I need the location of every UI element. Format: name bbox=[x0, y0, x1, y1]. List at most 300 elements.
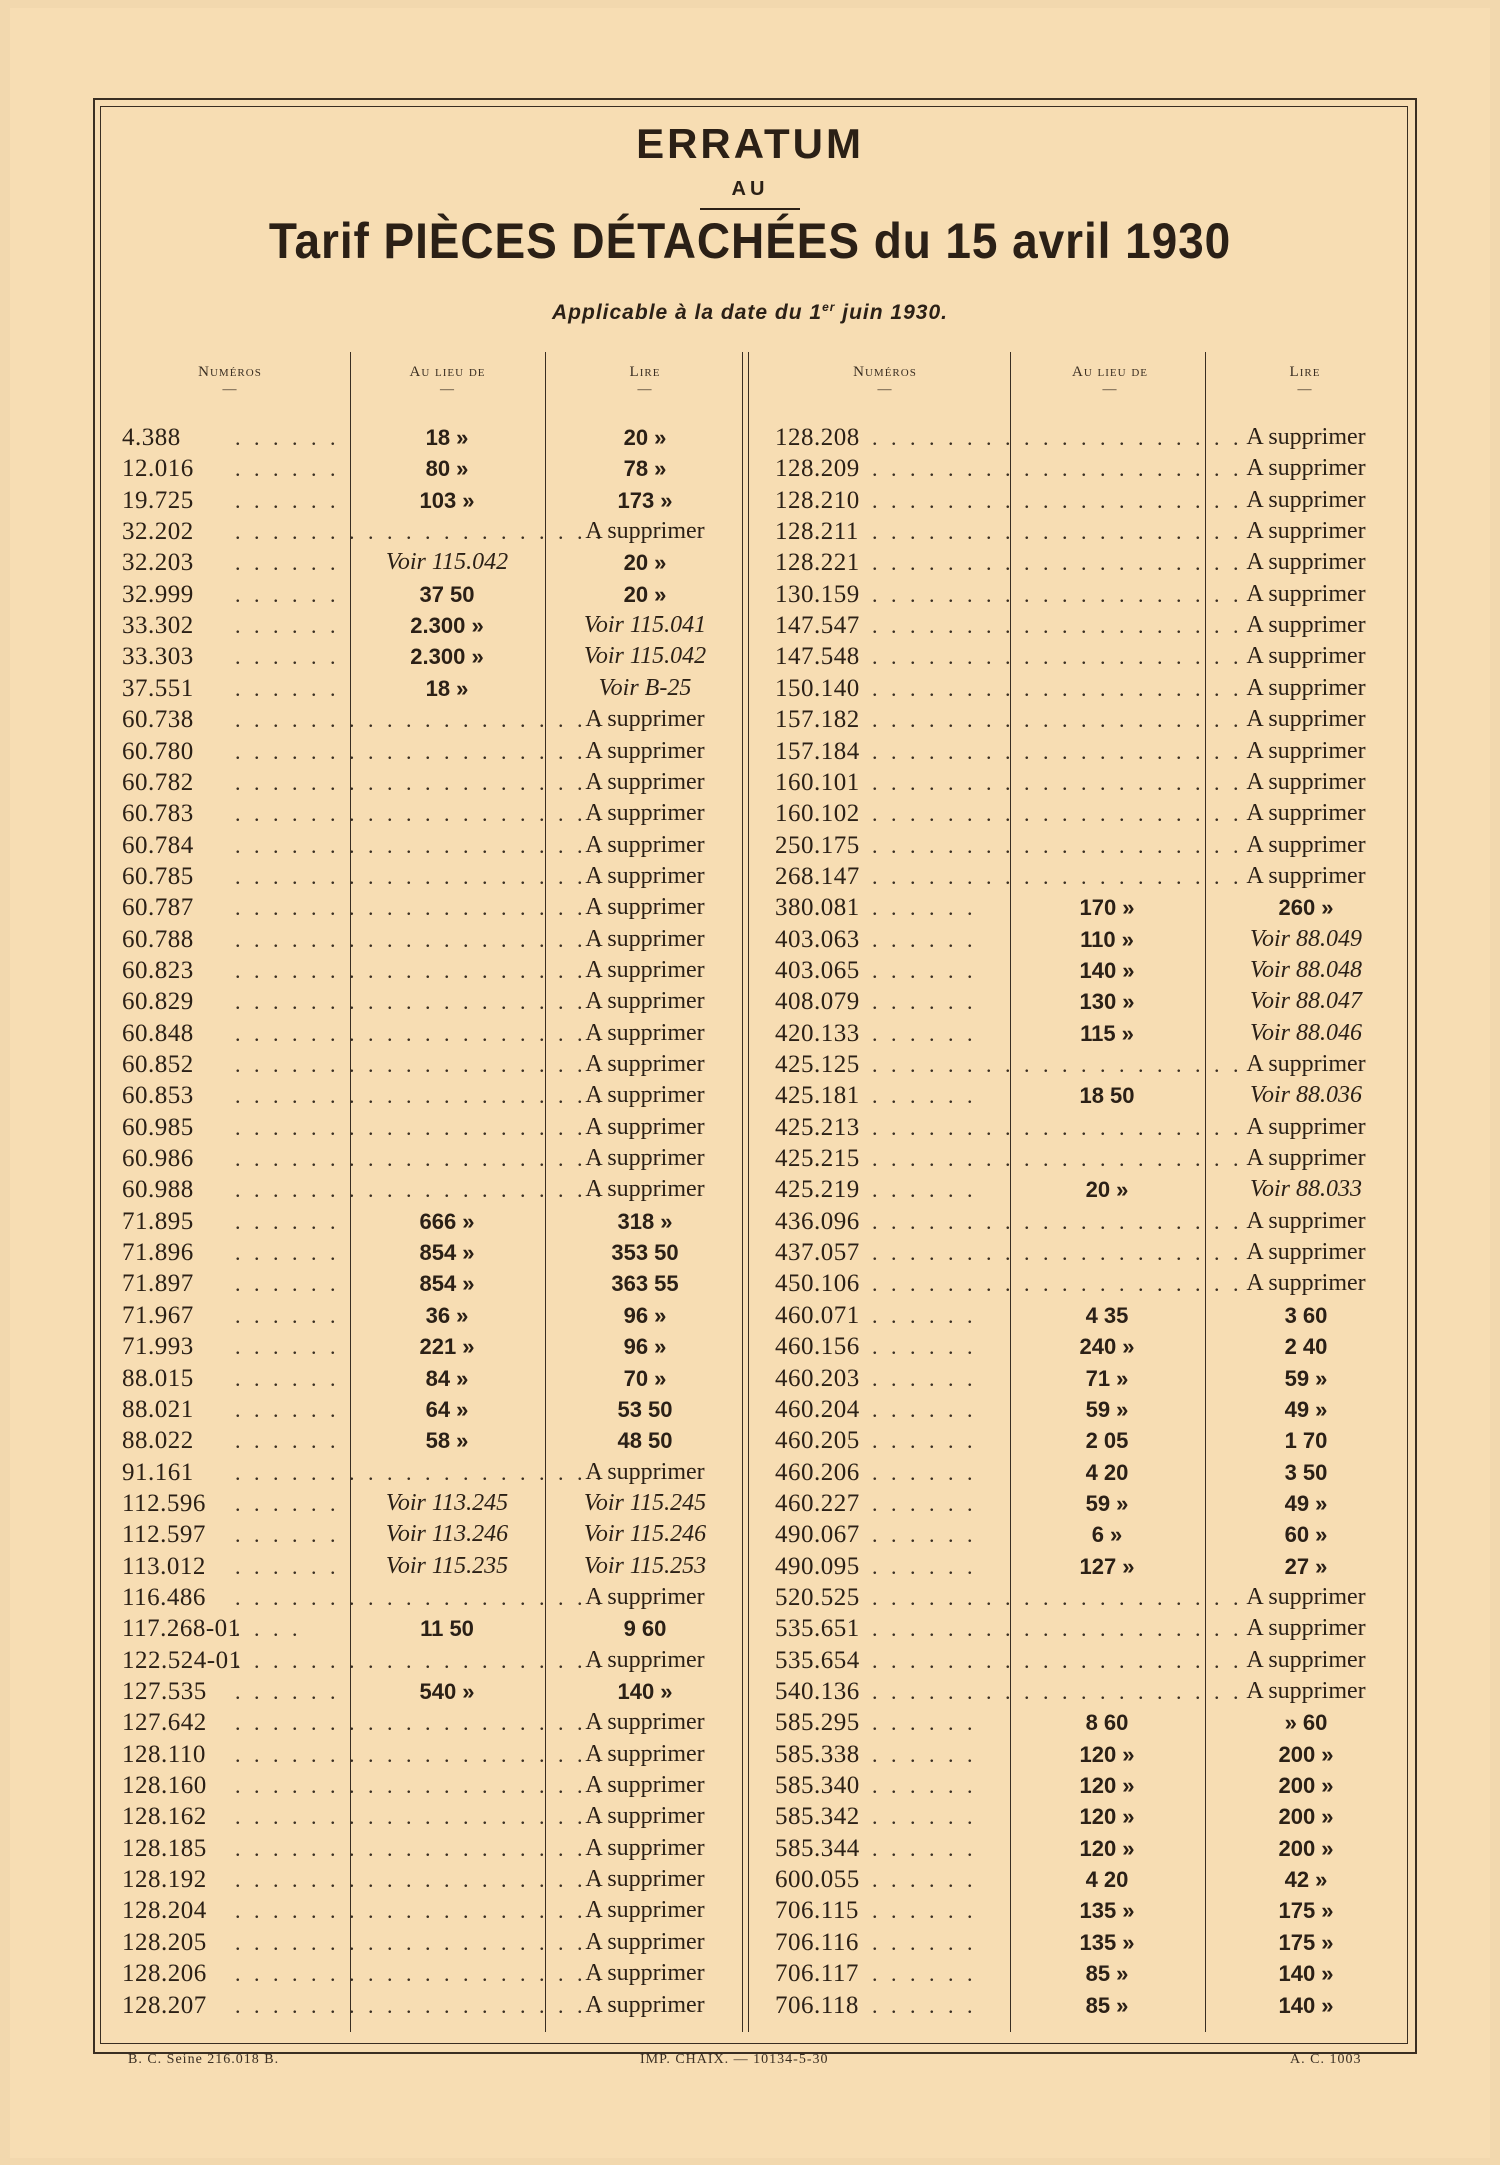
lire-value: A supprimer bbox=[1246, 737, 1366, 764]
part-number: 160.101 bbox=[775, 768, 860, 796]
header-label: Lire bbox=[629, 364, 661, 380]
au-lieu-de-value: Voir 113.246 bbox=[385, 1521, 509, 1548]
part-number: 490.067 bbox=[775, 1521, 860, 1549]
lire-value: A supprimer bbox=[1246, 706, 1366, 733]
dot-leader: . . . . . . . . . . . . . . . . . . . . bbox=[872, 644, 1243, 670]
lire-value: A supprimer bbox=[1246, 612, 1366, 639]
table-row bbox=[0, 485, 1500, 516]
lire-value: 200 » bbox=[1278, 1773, 1334, 1799]
part-number: 157.182 bbox=[775, 706, 860, 734]
au-lieu-de-value: 58 » bbox=[425, 1428, 469, 1454]
dot-leader: . . . . . . bbox=[872, 1961, 977, 1987]
lire-value: A supprimer bbox=[1246, 455, 1366, 482]
header-au-lieu-de-right bbox=[1010, 364, 1210, 397]
lire-value: A supprimer bbox=[1246, 1113, 1366, 1140]
footer-center: IMP. CHAIX. — 10134-5-30 bbox=[640, 2052, 829, 2067]
part-number: 403.063 bbox=[775, 925, 860, 953]
lire-value: 49 » bbox=[1284, 1490, 1328, 1516]
table-row bbox=[0, 1519, 1500, 1550]
title-rule bbox=[700, 208, 800, 210]
lire-value: 42 » bbox=[1284, 1867, 1328, 1893]
dot-leader: . . . . . . . . . . . . . . . . . . . . bbox=[235, 1710, 606, 1736]
au-lieu-de-value: 135 » bbox=[1079, 1898, 1135, 1924]
dot-leader: . . . . . . bbox=[872, 1396, 977, 1422]
au-lieu-de-value: 127 » bbox=[1079, 1553, 1135, 1579]
dot-leader: . . . . . . bbox=[872, 1177, 977, 1203]
table-row bbox=[0, 1582, 1500, 1613]
lire-value: A supprimer bbox=[585, 1897, 705, 1924]
au-lieu-de-value: 854 » bbox=[419, 1240, 475, 1266]
dot-leader: . . . . . . bbox=[872, 1522, 977, 1548]
part-number: 113.012 bbox=[122, 1552, 206, 1580]
au-lieu-de-value: 59 » bbox=[1085, 1396, 1129, 1422]
lire-value: A supprimer bbox=[585, 1646, 705, 1673]
dot-leader: . . . . . . . . . . . . . . . . . . . . bbox=[872, 675, 1243, 701]
dot-leader: . . . . . . bbox=[872, 1992, 977, 2018]
au-lieu-de-value: 18 » bbox=[425, 425, 469, 450]
dot-leader: . . . . . . . . . . . . . . . . . . . . bbox=[872, 550, 1243, 576]
dot-leader: . . . . . . . . . . . . . . . . . . . . bbox=[235, 1898, 606, 1924]
part-number: 60.988 bbox=[122, 1176, 194, 1204]
lire-value: 9 60 bbox=[623, 1616, 667, 1642]
part-number: 60.785 bbox=[122, 862, 194, 890]
table-row bbox=[0, 1895, 1500, 1926]
part-number: 60.738 bbox=[122, 706, 194, 734]
lire-value: A supprimer bbox=[585, 925, 705, 952]
au-lieu-de-value: 11 50 bbox=[420, 1616, 474, 1642]
dot-leader: . . . . . . bbox=[872, 1867, 977, 1893]
part-number: 420.133 bbox=[775, 1019, 860, 1047]
lire-value: A supprimer bbox=[585, 1991, 705, 2018]
lire-value: A supprimer bbox=[1246, 1051, 1366, 1077]
dot-leader: . . . . . . bbox=[872, 1553, 977, 1579]
au-lieu-de-value: 135 » bbox=[1079, 1929, 1135, 1955]
lire-value: 140 » bbox=[1278, 1992, 1334, 2018]
part-number: 150.140 bbox=[775, 674, 860, 702]
part-number: 460.203 bbox=[775, 1364, 860, 1392]
lire-value: 173 » bbox=[617, 487, 673, 513]
lire-value: A supprimer bbox=[585, 862, 705, 889]
table-row bbox=[0, 516, 1500, 547]
table-row bbox=[0, 641, 1500, 672]
dot-leader: . . . . . . . . . . . . . . . . . . . . bbox=[872, 519, 1243, 545]
part-number: 60.823 bbox=[122, 956, 194, 984]
header-dash: — bbox=[637, 382, 653, 397]
dot-leader: . . . . . . bbox=[872, 1365, 977, 1391]
dot-leader: . . . . . . bbox=[872, 1302, 977, 1328]
part-number: 585.340 bbox=[775, 1772, 860, 1800]
part-number: 128.205 bbox=[122, 1928, 207, 1956]
dot-leader: . . . . . . bbox=[235, 487, 340, 513]
lire-value: A supprimer bbox=[1246, 862, 1366, 889]
table-row bbox=[0, 1143, 1500, 1174]
lire-value: Voir 88.049 bbox=[1249, 925, 1362, 952]
part-number: 425.215 bbox=[775, 1145, 860, 1173]
header-dash: — bbox=[222, 382, 238, 397]
dot-leader: . . . . . . . . . . . . . . . . . . . . bbox=[872, 707, 1243, 733]
table-row bbox=[0, 798, 1500, 829]
lire-value: A supprimer bbox=[1246, 580, 1366, 607]
au-lieu-de-value: 140 » bbox=[1079, 957, 1135, 983]
applicable-pre: Applicable à la date du 1 bbox=[552, 301, 823, 324]
dot-leader: . . . . . . . . . . . . . . . . . . . . bbox=[235, 801, 606, 827]
dot-leader: . . . . . . . . . . . . . . . . . . . . bbox=[872, 738, 1243, 764]
header-dash: — bbox=[877, 382, 893, 397]
part-number: 4.388 bbox=[122, 424, 181, 451]
lire-value: A supprimer bbox=[1246, 1207, 1366, 1234]
part-number: 128.162 bbox=[122, 1803, 207, 1831]
lire-value: Voir 88.047 bbox=[1249, 988, 1362, 1015]
header-dash: — bbox=[1102, 382, 1118, 397]
part-number: 60.782 bbox=[122, 768, 194, 796]
table-row bbox=[0, 422, 1500, 453]
part-number: 250.175 bbox=[775, 831, 860, 859]
dot-leader: . . . . . . bbox=[235, 644, 340, 670]
au-lieu-de-value: 540 » bbox=[419, 1679, 475, 1704]
lire-value: A supprimer bbox=[1246, 486, 1366, 513]
dot-leader: . . . . . . . . . . . . . . . . . . . . bbox=[235, 1020, 606, 1046]
lire-value: 49 » bbox=[1284, 1396, 1328, 1422]
au-lieu-de-value: 240 » bbox=[1079, 1334, 1135, 1360]
lire-value: 60 » bbox=[1284, 1522, 1328, 1548]
part-number: 436.096 bbox=[775, 1207, 860, 1235]
header-numeros-left bbox=[150, 364, 310, 397]
lire-value: A supprimer bbox=[585, 1019, 705, 1046]
part-number: 450.106 bbox=[775, 1270, 860, 1298]
dot-leader: . . . . . . . . . . . . . . . . . . . . bbox=[872, 1584, 1243, 1610]
part-number: 112.596 bbox=[122, 1489, 206, 1517]
lire-value: A supprimer bbox=[1246, 1239, 1366, 1266]
dot-leader: . . . . . . . . . . . . . . . . . . . . bbox=[872, 581, 1243, 607]
part-number: 128.210 bbox=[775, 486, 860, 514]
au-lieu-de-value: 20 » bbox=[1085, 1177, 1129, 1203]
part-number: 128.206 bbox=[122, 1960, 207, 1988]
part-number: 88.015 bbox=[122, 1364, 194, 1392]
part-number: 460.205 bbox=[775, 1427, 860, 1455]
table-row bbox=[0, 1833, 1500, 1864]
au-lieu-de-value: 85 » bbox=[1085, 1992, 1129, 2018]
table-row bbox=[0, 1707, 1500, 1738]
lire-value: A supprimer bbox=[585, 1145, 705, 1172]
lire-value: A supprimer bbox=[1246, 1270, 1366, 1297]
tarif-title: Tarif PIÈCES DÉTACHÉES du 15 avril 1930 bbox=[268, 213, 1232, 269]
lire-value: Voir 115.041 bbox=[583, 612, 707, 639]
table-row bbox=[0, 610, 1500, 641]
au-lieu-de-value: 2 05 bbox=[1085, 1428, 1129, 1454]
lire-value: » 60 bbox=[1284, 1710, 1328, 1736]
part-number: 128.207 bbox=[122, 1991, 207, 2019]
dot-leader: . . . . . . . . . . . . . . . . . . . . bbox=[235, 1961, 606, 1987]
lire-value: Voir B-25 bbox=[598, 674, 692, 701]
dot-leader: . . . . . . bbox=[872, 1428, 977, 1454]
table-row bbox=[0, 986, 1500, 1017]
au-lieu-de-value: 130 » bbox=[1079, 989, 1135, 1015]
lire-value: Voir 115.042 bbox=[583, 643, 707, 670]
au-lieu-de-value: Voir 113.245 bbox=[385, 1489, 509, 1516]
header-lire-left bbox=[545, 364, 745, 397]
au-lieu-de-value: 170 » bbox=[1079, 895, 1135, 921]
lire-value: 2 40 bbox=[1284, 1334, 1328, 1360]
header-dash: — bbox=[440, 382, 455, 397]
lire-value: A supprimer bbox=[585, 800, 705, 827]
part-number: 71.993 bbox=[122, 1333, 194, 1361]
dot-leader: . . . . . . . . . . . . . . . . . . . . bbox=[872, 1616, 1243, 1642]
dot-leader: . . . . . . bbox=[872, 1334, 977, 1360]
lire-value: A supprimer bbox=[585, 1176, 705, 1203]
lire-value: 53 50 bbox=[617, 1396, 673, 1422]
table-row bbox=[0, 1331, 1500, 1362]
part-number: 32.999 bbox=[122, 580, 194, 608]
part-number: 535.651 bbox=[775, 1615, 860, 1643]
table-row bbox=[0, 955, 1500, 986]
au-lieu-de-value: Voir 115.042 bbox=[385, 549, 509, 576]
lire-value: A supprimer bbox=[585, 768, 705, 795]
dot-leader: . . . . . . bbox=[872, 1020, 977, 1046]
lire-value: Voir 88.046 bbox=[1249, 1019, 1362, 1046]
part-number: 460.227 bbox=[775, 1489, 860, 1517]
part-number: 60.787 bbox=[122, 894, 194, 922]
part-number: 706.115 bbox=[775, 1897, 859, 1925]
part-number: 460.204 bbox=[775, 1395, 860, 1423]
part-number: 128.209 bbox=[775, 455, 860, 483]
dot-leader: . . . . . . . . . . . . . . . . . . . . bbox=[872, 1114, 1243, 1140]
dot-leader: . . . . . . bbox=[235, 1208, 340, 1234]
part-number: 37.551 bbox=[122, 674, 194, 702]
part-number: 88.021 bbox=[122, 1395, 194, 1423]
lire-value: 27 » bbox=[1284, 1553, 1328, 1579]
part-number: 160.102 bbox=[775, 800, 860, 828]
au-lieu-de-value: 71 » bbox=[1085, 1365, 1129, 1391]
lire-value: A supprimer bbox=[1246, 1678, 1366, 1704]
lire-value: 353 50 bbox=[611, 1240, 679, 1266]
au-lieu-de-value: Voir 115.235 bbox=[385, 1552, 509, 1579]
dot-leader: . . . . . . . . . . . . . . . . . . . . bbox=[235, 1459, 606, 1485]
lire-value: 20 » bbox=[623, 550, 667, 576]
table-row bbox=[0, 924, 1500, 955]
header-label: Au lieu de bbox=[409, 364, 486, 380]
table-row bbox=[0, 1801, 1500, 1832]
part-number: 71.967 bbox=[122, 1301, 194, 1329]
dot-leader: . . . . . . bbox=[872, 1459, 977, 1485]
lire-value: A supprimer bbox=[1246, 549, 1366, 576]
au-lieu-de-value: 221 » bbox=[419, 1334, 475, 1360]
header-au-lieu-de-left bbox=[350, 364, 545, 397]
table-row bbox=[0, 547, 1500, 578]
lire-value: A supprimer bbox=[585, 1458, 705, 1485]
part-number: 403.065 bbox=[775, 956, 860, 984]
title-au: AU bbox=[731, 178, 769, 200]
dot-leader: . . . . . . bbox=[872, 1804, 977, 1830]
table-row bbox=[0, 1488, 1500, 1519]
part-number: 71.896 bbox=[122, 1239, 194, 1267]
au-lieu-de-value: 110 » bbox=[1080, 926, 1134, 952]
dot-leader: . . . . . . bbox=[872, 926, 977, 952]
part-number: 460.206 bbox=[775, 1458, 860, 1486]
au-lieu-de-value: 84 » bbox=[425, 1365, 469, 1391]
table-row bbox=[0, 1300, 1500, 1331]
au-lieu-de-value: 120 » bbox=[1079, 1835, 1135, 1861]
table-row bbox=[0, 1268, 1500, 1299]
dot-leader: . . . . . . . . . . . . . . . . . . . . bbox=[235, 1773, 606, 1799]
header-numeros-right bbox=[760, 364, 1010, 397]
dot-leader: . . . . . . . . . . . . . . . . . . . . bbox=[235, 1929, 606, 1955]
dot-leader: . . . . . . . . . . . . . . . . . . . . bbox=[872, 487, 1243, 513]
part-number: 585.295 bbox=[775, 1709, 860, 1737]
lire-value: A supprimer bbox=[585, 1740, 705, 1767]
lire-value: 200 » bbox=[1278, 1804, 1334, 1830]
part-number: 60.848 bbox=[122, 1019, 194, 1047]
lire-value: 20 » bbox=[623, 425, 667, 450]
dot-leader: . . . . . . . . . . . . . . . . . . . . bbox=[872, 863, 1243, 889]
lire-value: 175 » bbox=[1278, 1898, 1334, 1924]
table-row bbox=[0, 1676, 1500, 1707]
dot-leader: . . . . . . bbox=[872, 1773, 977, 1799]
lire-value: A supprimer bbox=[585, 894, 705, 921]
au-lieu-de-value: 120 » bbox=[1079, 1773, 1135, 1799]
table-row bbox=[0, 1425, 1500, 1456]
table-row bbox=[0, 830, 1500, 861]
lire-value: Voir 115.253 bbox=[583, 1552, 707, 1579]
au-lieu-de-value: 2.300 » bbox=[410, 613, 484, 639]
part-number: 706.117 bbox=[775, 1960, 859, 1988]
lire-value: A supprimer bbox=[585, 1772, 705, 1799]
au-lieu-de-value: 6 » bbox=[1091, 1522, 1123, 1548]
lire-value: A supprimer bbox=[585, 1113, 705, 1140]
dot-leader: . . . . . . . . . . . . . . . . . . . . bbox=[235, 1083, 606, 1109]
part-number: 128.204 bbox=[122, 1897, 207, 1925]
part-number: 128.185 bbox=[122, 1834, 207, 1862]
au-lieu-de-value: 18 » bbox=[425, 675, 469, 701]
part-number: 706.118 bbox=[775, 1991, 859, 2019]
part-number: 71.897 bbox=[122, 1270, 194, 1298]
part-number: 60.853 bbox=[122, 1082, 194, 1110]
dot-leader: . . . . . . bbox=[235, 1334, 340, 1360]
part-number: 32.202 bbox=[122, 518, 194, 546]
lire-value: 78 » bbox=[623, 456, 667, 482]
dot-leader: . . . . . . . . . . . . . . . . . . . . bbox=[235, 926, 606, 952]
lire-value: A supprimer bbox=[585, 706, 705, 733]
part-number: 425.181 bbox=[775, 1082, 860, 1110]
table-row bbox=[0, 673, 1500, 704]
lire-value: 59 » bbox=[1284, 1365, 1328, 1391]
part-number: 60.852 bbox=[122, 1051, 194, 1078]
au-lieu-de-value: 64 » bbox=[425, 1396, 469, 1422]
lire-value: 140 » bbox=[1278, 1961, 1334, 1987]
dot-leader: . . . . . . bbox=[872, 989, 977, 1015]
part-number: 116.486 bbox=[122, 1583, 206, 1611]
applicable-post: juin 1930. bbox=[835, 301, 948, 324]
lire-value: 96 » bbox=[623, 1302, 667, 1328]
header-label: Numéros bbox=[853, 364, 917, 380]
lire-value: A supprimer bbox=[585, 1709, 705, 1736]
part-number: 147.547 bbox=[775, 612, 860, 640]
dot-leader: . . . . . . bbox=[872, 1835, 977, 1861]
dot-leader: . . . . . . . . . . . . . . . . . . . . bbox=[235, 895, 606, 921]
table-row bbox=[0, 704, 1500, 735]
au-lieu-de-value: 36 » bbox=[425, 1302, 469, 1328]
table-row bbox=[0, 579, 1500, 610]
lire-value: 3 60 bbox=[1284, 1302, 1328, 1328]
dot-leader: . . . . . . bbox=[235, 1302, 340, 1328]
dot-leader: . . . . . . . . . . . . . . . . . . . . bbox=[872, 1052, 1243, 1077]
dot-leader: . . . . . . . . . . . . . . . . . . . . bbox=[235, 738, 606, 764]
footer-right: A. C. 1003 bbox=[1290, 2052, 1362, 2067]
au-lieu-de-value: 854 » bbox=[419, 1271, 475, 1297]
part-number: 535.654 bbox=[775, 1646, 860, 1674]
dot-leader: . . . . . . bbox=[235, 456, 340, 482]
table-row bbox=[0, 1927, 1500, 1958]
table-row bbox=[0, 736, 1500, 767]
lire-value: A supprimer bbox=[585, 1928, 705, 1955]
table-row bbox=[0, 1174, 1500, 1205]
part-number: 32.203 bbox=[122, 549, 194, 577]
table-row bbox=[0, 1739, 1500, 1770]
lire-value: Voir 88.036 bbox=[1249, 1082, 1362, 1109]
part-number: 127.535 bbox=[122, 1678, 207, 1705]
lire-value: 70 » bbox=[623, 1365, 667, 1391]
dot-leader: . . . . . . bbox=[235, 550, 340, 576]
au-lieu-de-value: 59 » bbox=[1085, 1490, 1129, 1516]
dot-leader: . . . . . . . . . . . . . . . . . . . . bbox=[235, 707, 606, 733]
table-row bbox=[0, 1958, 1500, 1989]
dot-leader: . . . . . . . . . . . . . . . . . . . . bbox=[872, 1271, 1243, 1297]
dot-leader: . . . . . . . . . . . . . . . . . . . . bbox=[872, 769, 1243, 795]
table-row bbox=[0, 1645, 1500, 1676]
table-row bbox=[0, 861, 1500, 892]
table-row bbox=[0, 1049, 1500, 1080]
lire-value: 200 » bbox=[1278, 1835, 1334, 1861]
part-number: 60.784 bbox=[122, 831, 194, 859]
table-row bbox=[0, 1394, 1500, 1425]
lire-value: Voir 115.245 bbox=[583, 1489, 707, 1516]
lire-value: 200 » bbox=[1278, 1741, 1334, 1767]
part-number: 117.268-01 bbox=[122, 1615, 241, 1643]
dot-leader: . . . . . . . . . . . . . . . . . . . . bbox=[872, 1208, 1243, 1234]
dot-leader: . . . . . . . . . . . . . . . . . . . . bbox=[235, 1052, 606, 1077]
lire-value: A supprimer bbox=[1246, 800, 1366, 827]
dot-leader: . . . . . . . . . . . . . . . . . . . . bbox=[872, 613, 1243, 639]
lire-value: A supprimer bbox=[585, 1866, 705, 1893]
lire-value: A supprimer bbox=[585, 1082, 705, 1109]
part-number: 585.344 bbox=[775, 1834, 860, 1862]
header-label: Au lieu de bbox=[1072, 364, 1148, 380]
table-row bbox=[0, 1457, 1500, 1488]
lire-value: A supprimer bbox=[585, 1583, 705, 1610]
part-number: 585.338 bbox=[775, 1740, 860, 1768]
part-number: 437.057 bbox=[775, 1239, 860, 1267]
dot-leader: . . . . . . bbox=[872, 1490, 977, 1516]
dot-leader: . . . . . . . . . . . . . . . . . . . . bbox=[235, 1114, 606, 1140]
part-number: 520.525 bbox=[775, 1583, 860, 1611]
part-number: 130.159 bbox=[775, 580, 860, 608]
part-number: 60.783 bbox=[122, 800, 194, 828]
lire-value: 1 70 bbox=[1284, 1428, 1328, 1454]
table-row bbox=[0, 1551, 1500, 1582]
footer-left: B. C. Seine 216.018 B. bbox=[128, 2052, 280, 2067]
part-number: 128.110 bbox=[122, 1740, 206, 1768]
part-number: 540.136 bbox=[775, 1678, 860, 1705]
dot-leader: . . . . . . . . . . . . . . . . . . . . bbox=[235, 989, 606, 1015]
part-number: 585.342 bbox=[775, 1803, 860, 1831]
header-lire-right bbox=[1210, 364, 1400, 397]
lire-value: A supprimer bbox=[585, 737, 705, 764]
part-number: 60.788 bbox=[122, 925, 194, 953]
dot-leader: . . . . . . bbox=[235, 675, 340, 701]
dot-leader: . . . . bbox=[235, 1616, 302, 1642]
dot-leader: . . . . . . . . . . . . . . . . . . . . bbox=[235, 863, 606, 889]
dot-leader: . . . . . . . . . . . . . . . . . . . . bbox=[235, 1867, 606, 1893]
dot-leader: . . . . . . . . . . . . . . . . . . . . bbox=[872, 1146, 1243, 1172]
